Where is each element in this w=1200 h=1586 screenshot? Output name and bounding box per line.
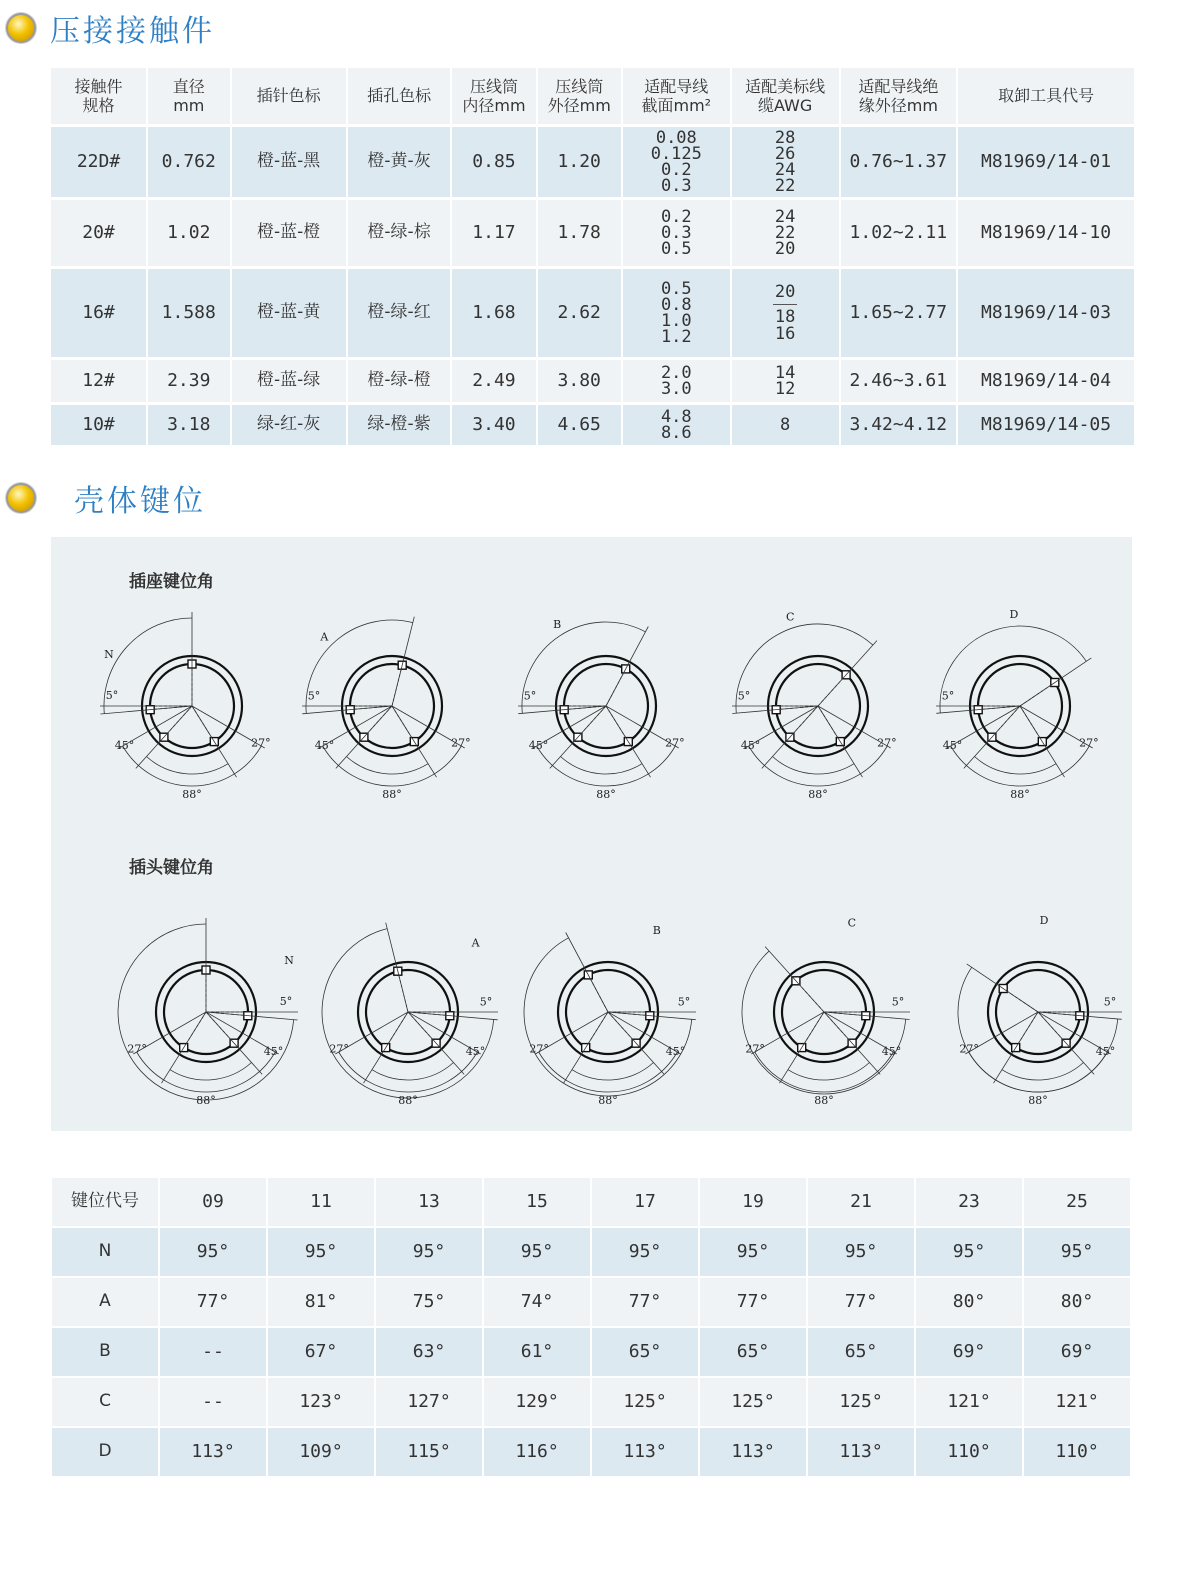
cell-spec: 10# bbox=[51, 405, 146, 445]
angle-value: 61° bbox=[484, 1328, 590, 1376]
angle-label-5: 5° bbox=[479, 995, 493, 1009]
angle-label-27: 27° bbox=[329, 1042, 349, 1056]
column-header-line: 直径 bbox=[172, 76, 205, 96]
angle-label-45: 45° bbox=[314, 739, 335, 752]
angle-value: 81° bbox=[268, 1278, 374, 1326]
receptacle-key-diagram bbox=[511, 606, 711, 806]
plug-key-diagram bbox=[943, 912, 1143, 1112]
column-header-line: 适配导线 bbox=[644, 76, 709, 96]
reference-lines bbox=[1005, 990, 1080, 1046]
shell-size-header: 17 bbox=[592, 1178, 698, 1226]
angle-value: 95° bbox=[700, 1228, 806, 1276]
key-code: C bbox=[52, 1378, 158, 1426]
angle-label-88: 88° bbox=[1010, 788, 1030, 801]
column-header-line: 接触件 bbox=[74, 76, 123, 96]
column-header-line: 适配美标线 bbox=[745, 76, 826, 96]
cell-inner: 1.68 bbox=[452, 269, 535, 357]
plug-key-diagram bbox=[313, 912, 513, 1112]
angle-value: 69° bbox=[1024, 1328, 1130, 1376]
key-code-header: 键位代号 bbox=[52, 1178, 158, 1226]
contact-table bbox=[49, 65, 1136, 448]
cell-value: 4.8 bbox=[660, 406, 692, 427]
cell-value: 12 bbox=[774, 379, 796, 399]
cell-value: 20 bbox=[774, 282, 796, 303]
shell-size-header: 21 bbox=[808, 1178, 914, 1226]
angle-value: 95° bbox=[268, 1228, 374, 1276]
angle-value: 95° bbox=[592, 1228, 698, 1276]
angle-value: 109° bbox=[268, 1428, 374, 1476]
cell-value: 8.6 bbox=[660, 423, 692, 443]
cell-value: 0.2 bbox=[660, 160, 692, 180]
dimension-arcs bbox=[100, 612, 265, 786]
column-header bbox=[148, 68, 229, 124]
column-header-line: 缆AWG bbox=[757, 96, 813, 115]
column-header-line: 规格 bbox=[82, 96, 115, 115]
angle-value: 129° bbox=[484, 1378, 590, 1426]
shell-size-header: 13 bbox=[376, 1178, 482, 1226]
column-header bbox=[232, 68, 346, 124]
column-header-line: 内径mm bbox=[462, 96, 526, 115]
angle-label-27: 27° bbox=[665, 736, 685, 750]
shell-size-header: 11 bbox=[268, 1178, 374, 1226]
angle-value: -- bbox=[160, 1328, 266, 1376]
cell-socket-color: 绿-橙-紫 bbox=[348, 405, 451, 445]
angle-label-27: 27° bbox=[529, 1042, 549, 1056]
angle-value: 95° bbox=[916, 1228, 1022, 1276]
dimension-arcs bbox=[118, 918, 298, 1100]
plug-keying-label: 插头键位角 bbox=[129, 858, 214, 878]
cell-section-list bbox=[623, 269, 730, 357]
angle-value: 110° bbox=[1024, 1428, 1130, 1476]
cell-socket-color: 橙-绿-棕 bbox=[348, 200, 451, 266]
shell-size-header: 19 bbox=[700, 1178, 806, 1226]
angle-label-5: 5° bbox=[307, 689, 321, 703]
angle-value: 95° bbox=[160, 1228, 266, 1276]
cell-insulation: 0.76~1.37 bbox=[841, 127, 957, 197]
angle-value: 74° bbox=[484, 1278, 590, 1326]
section-title-text: 压接接触件 bbox=[50, 14, 215, 49]
cell-section-list bbox=[623, 405, 730, 445]
cell-value: 8 bbox=[780, 414, 791, 435]
key-code: B bbox=[52, 1328, 158, 1376]
key-code: N bbox=[52, 1228, 158, 1276]
angle-value: 125° bbox=[592, 1378, 698, 1426]
angle-value: 95° bbox=[1024, 1228, 1130, 1276]
angle-label-45: 45° bbox=[740, 739, 761, 752]
angle-label-45: 45° bbox=[114, 739, 135, 752]
angle-label-88: 88° bbox=[398, 1094, 418, 1107]
key-letter: C bbox=[785, 610, 795, 624]
angle-label-5: 5° bbox=[279, 995, 293, 1009]
angle-label-5: 5° bbox=[523, 689, 537, 703]
angle-label-5: 5° bbox=[105, 689, 119, 703]
cell-diameter: 2.39 bbox=[148, 360, 229, 402]
angle-value: 95° bbox=[484, 1228, 590, 1276]
bullet-icon bbox=[6, 483, 36, 513]
key-letter: B bbox=[553, 618, 562, 631]
cell-value: 14 bbox=[774, 362, 796, 383]
angle-label-45: 45° bbox=[465, 1045, 486, 1058]
angle-value: 65° bbox=[808, 1328, 914, 1376]
column-header-line: 插孔色标 bbox=[367, 86, 432, 106]
dimension-arcs bbox=[958, 964, 1122, 1092]
key-letter: D bbox=[1009, 608, 1019, 622]
cell-spec: 22D# bbox=[51, 127, 146, 197]
angle-value: 77° bbox=[592, 1278, 698, 1326]
angle-value: 69° bbox=[916, 1328, 1022, 1376]
cell-pin-color: 橙-蓝-黄 bbox=[232, 269, 346, 357]
cell-tool: M81969/14-05 bbox=[958, 405, 1134, 445]
cell-value: 0.2 bbox=[660, 206, 692, 227]
angle-value: 63° bbox=[376, 1328, 482, 1376]
cell-socket-color: 橙-绿-红 bbox=[348, 269, 451, 357]
column-header bbox=[452, 68, 535, 124]
reference-lines bbox=[150, 666, 213, 740]
key-letter: B bbox=[652, 924, 661, 937]
angle-label-27: 27° bbox=[959, 1042, 979, 1056]
angle-value: 113° bbox=[160, 1428, 266, 1476]
cell-value: 22 bbox=[774, 222, 796, 243]
cell-inner: 0.85 bbox=[452, 127, 535, 197]
table-row bbox=[52, 1428, 1130, 1476]
angle-label-88: 88° bbox=[182, 788, 202, 801]
angle-value: 80° bbox=[1024, 1278, 1130, 1326]
table-row bbox=[52, 1328, 1130, 1376]
column-header-line: 截面mm² bbox=[641, 96, 712, 115]
angle-value: 77° bbox=[700, 1278, 806, 1326]
angle-value: 67° bbox=[268, 1328, 374, 1376]
section-title-text: 壳体键位 bbox=[74, 484, 206, 519]
key-angle-table bbox=[50, 1176, 1132, 1478]
angle-label-5: 5° bbox=[1103, 995, 1117, 1009]
angle-label-45: 45° bbox=[263, 1045, 284, 1058]
cell-value: 0.5 bbox=[660, 278, 692, 299]
key-table-header bbox=[52, 1178, 1130, 1226]
angle-value: 65° bbox=[700, 1328, 806, 1376]
reference-lines bbox=[776, 676, 845, 740]
table-row bbox=[52, 1228, 1130, 1276]
column-header-line: 压线筒 bbox=[555, 76, 604, 96]
cell-outer: 2.62 bbox=[538, 269, 621, 357]
shell-size-header: 09 bbox=[160, 1178, 266, 1226]
angle-value: 77° bbox=[160, 1278, 266, 1326]
angle-value: -- bbox=[160, 1378, 266, 1426]
angle-value: 123° bbox=[268, 1378, 374, 1426]
cell-pin-color: 橙-蓝-绿 bbox=[232, 360, 346, 402]
angle-value: 125° bbox=[808, 1378, 914, 1426]
column-header-line: 取卸工具代号 bbox=[998, 86, 1095, 106]
cell-inner: 1.17 bbox=[452, 200, 535, 266]
angle-value: 116° bbox=[484, 1428, 590, 1476]
angle-value: 95° bbox=[808, 1228, 914, 1276]
angle-label-5: 5° bbox=[737, 689, 751, 703]
cell-awg-list bbox=[732, 269, 839, 357]
angle-value: 115° bbox=[376, 1428, 482, 1476]
cell-value: 2.0 bbox=[660, 362, 692, 383]
cell-diameter: 0.762 bbox=[148, 127, 229, 197]
cell-diameter: 1.588 bbox=[148, 269, 229, 357]
cell-outer: 4.65 bbox=[538, 405, 621, 445]
cell-pin-color: 橙-蓝-橙 bbox=[232, 200, 346, 266]
cell-value: 0.3 bbox=[660, 176, 692, 197]
cell-value: 20 bbox=[774, 239, 796, 260]
angle-value: 65° bbox=[592, 1328, 698, 1376]
receptacle-key-diagram bbox=[723, 606, 923, 806]
column-header-line: 插针色标 bbox=[256, 86, 321, 106]
cell-insulation: 3.42~4.12 bbox=[841, 405, 957, 445]
cell-awg-list bbox=[732, 360, 839, 402]
cell-insulation: 2.46~3.61 bbox=[841, 360, 957, 402]
shell-size-header: 15 bbox=[484, 1178, 590, 1226]
key-letter: N bbox=[284, 954, 294, 967]
key-letter: D bbox=[1039, 914, 1049, 928]
angle-label-88: 88° bbox=[1028, 1094, 1048, 1107]
cell-socket-color: 橙-黄-灰 bbox=[348, 127, 451, 197]
angle-label-45: 45° bbox=[881, 1045, 902, 1058]
cell-section-list bbox=[623, 360, 730, 402]
column-header bbox=[958, 68, 1134, 124]
table-row bbox=[51, 360, 1134, 402]
cell-outer: 1.20 bbox=[538, 127, 621, 197]
cell-value: 24 bbox=[774, 206, 796, 227]
shell-size-header: 23 bbox=[916, 1178, 1022, 1226]
angle-value: 80° bbox=[916, 1278, 1022, 1326]
angle-value: 75° bbox=[376, 1278, 482, 1326]
angle-label-88: 88° bbox=[596, 788, 616, 801]
angle-label-88: 88° bbox=[808, 788, 828, 801]
cell-value: 16 bbox=[774, 323, 796, 344]
angle-value: 113° bbox=[808, 1428, 914, 1476]
cell-value: 26 bbox=[774, 143, 796, 164]
cell-inner: 2.49 bbox=[452, 360, 535, 402]
cell-value: 22 bbox=[774, 176, 796, 197]
angle-label-45: 45° bbox=[942, 739, 963, 752]
cell-awg-list bbox=[732, 127, 839, 197]
cell-socket-color: 橙-绿-橙 bbox=[348, 360, 451, 402]
column-header-line: 适配导线绝 bbox=[858, 76, 939, 96]
cell-value: 1.2 bbox=[660, 327, 692, 348]
cell-pin-color: 绿-红-灰 bbox=[232, 405, 346, 445]
cell-tool: M81969/14-04 bbox=[958, 360, 1134, 402]
range-dash bbox=[773, 304, 797, 305]
angle-value: 113° bbox=[700, 1428, 806, 1476]
column-header bbox=[623, 68, 730, 124]
column-header bbox=[732, 68, 839, 124]
cell-outer: 1.78 bbox=[538, 200, 621, 266]
angle-value: 95° bbox=[376, 1228, 482, 1276]
key-letter: N bbox=[104, 648, 114, 661]
contact-table-header bbox=[51, 68, 1134, 124]
cell-value: 18 bbox=[774, 307, 796, 328]
cell-value: 0.3 bbox=[660, 222, 692, 243]
keying-diagram-panel bbox=[51, 537, 1132, 1131]
dimension-arcs bbox=[518, 622, 679, 786]
cell-pin-color: 橙-蓝-黑 bbox=[232, 127, 346, 197]
receptacle-key-diagram bbox=[97, 606, 297, 806]
angle-value: 110° bbox=[916, 1428, 1022, 1476]
angle-label-88: 88° bbox=[598, 1094, 618, 1107]
reference-lines bbox=[978, 684, 1053, 740]
cell-tool: M81969/14-01 bbox=[958, 127, 1134, 197]
receptacle-key-diagram bbox=[297, 606, 497, 806]
column-header-line: 缘外径mm bbox=[858, 96, 938, 115]
angle-label-88: 88° bbox=[814, 1094, 834, 1107]
angle-value: 121° bbox=[1024, 1378, 1130, 1426]
table-row bbox=[52, 1378, 1130, 1426]
cell-tool: M81969/14-03 bbox=[958, 269, 1134, 357]
cell-diameter: 1.02 bbox=[148, 200, 229, 266]
cell-value: 1.0 bbox=[660, 311, 692, 331]
section-title-crimp-contacts bbox=[6, 6, 215, 50]
angle-label-5: 5° bbox=[891, 995, 905, 1009]
angle-label-27: 27° bbox=[251, 736, 271, 750]
cell-inner: 3.40 bbox=[452, 405, 535, 445]
column-header bbox=[51, 68, 146, 124]
receptacle-keying-label: 插座键位角 bbox=[129, 572, 214, 592]
bullet-icon bbox=[6, 13, 36, 43]
angle-label-27: 27° bbox=[1079, 736, 1099, 750]
shell-size-header: 25 bbox=[1024, 1178, 1130, 1226]
plug-key-diagram bbox=[729, 912, 929, 1112]
angle-value: 121° bbox=[916, 1378, 1022, 1426]
reference-lines bbox=[797, 982, 866, 1046]
table-row bbox=[51, 405, 1134, 445]
angle-label-5: 5° bbox=[941, 689, 955, 703]
table-row bbox=[52, 1278, 1130, 1326]
cell-value: 0.08 bbox=[655, 127, 697, 148]
angle-label-27: 27° bbox=[745, 1042, 765, 1056]
angle-value: 125° bbox=[700, 1378, 806, 1426]
cell-tool: M81969/14-10 bbox=[958, 200, 1134, 266]
cell-spec: 20# bbox=[51, 200, 146, 266]
section-title-shell-keying bbox=[6, 476, 206, 520]
table-row bbox=[51, 269, 1134, 357]
cell-insulation: 1.02~2.11 bbox=[841, 200, 957, 266]
receptacle-key-diagram bbox=[925, 606, 1125, 806]
angle-value: 77° bbox=[808, 1278, 914, 1326]
angle-value: 113° bbox=[592, 1428, 698, 1476]
cell-value: 3.0 bbox=[660, 379, 692, 399]
key-letter: A bbox=[320, 630, 329, 644]
cell-section-list bbox=[623, 200, 730, 266]
cell-diameter: 3.18 bbox=[148, 405, 229, 445]
key-letter: C bbox=[847, 916, 857, 930]
column-header-line: mm bbox=[173, 96, 205, 115]
table-row bbox=[51, 127, 1134, 197]
table-row bbox=[51, 200, 1134, 266]
cell-value: 24 bbox=[774, 160, 796, 180]
key-letter: A bbox=[471, 936, 480, 950]
angle-label-45: 45° bbox=[528, 739, 549, 752]
plug-key-diagram bbox=[111, 912, 311, 1112]
angle-label-45: 45° bbox=[665, 1045, 686, 1058]
cell-spec: 12# bbox=[51, 360, 146, 402]
cell-outer: 3.80 bbox=[538, 360, 621, 402]
column-header bbox=[841, 68, 957, 124]
angle-label-27: 27° bbox=[877, 736, 897, 750]
plug-key-diagram bbox=[513, 912, 713, 1112]
cell-value: 28 bbox=[774, 127, 796, 148]
dimension-arcs bbox=[742, 947, 910, 1094]
column-header-line: 压线筒 bbox=[469, 76, 518, 96]
dimension-arcs bbox=[524, 933, 696, 1096]
angle-label-27: 27° bbox=[451, 736, 471, 750]
reference-lines bbox=[185, 972, 248, 1046]
cell-awg-list bbox=[732, 200, 839, 266]
column-header bbox=[348, 68, 451, 124]
column-header bbox=[538, 68, 621, 124]
cell-value: 0.5 bbox=[660, 239, 692, 260]
angle-value: 127° bbox=[376, 1378, 482, 1426]
cell-spec: 16# bbox=[51, 269, 146, 357]
cell-insulation: 1.65~2.77 bbox=[841, 269, 957, 357]
cell-value: 0.125 bbox=[650, 143, 702, 164]
angle-label-88: 88° bbox=[382, 788, 402, 801]
angle-label-27: 27° bbox=[127, 1042, 147, 1056]
key-code: A bbox=[52, 1278, 158, 1326]
angle-label-5: 5° bbox=[677, 995, 691, 1009]
angle-label-45: 45° bbox=[1095, 1045, 1116, 1058]
cell-value: 0.8 bbox=[660, 294, 692, 315]
cell-section-list bbox=[623, 127, 730, 197]
cell-awg-list bbox=[732, 405, 839, 445]
key-code: D bbox=[52, 1428, 158, 1476]
column-header-line: 外径mm bbox=[547, 96, 611, 115]
angle-label-88: 88° bbox=[196, 1094, 216, 1107]
